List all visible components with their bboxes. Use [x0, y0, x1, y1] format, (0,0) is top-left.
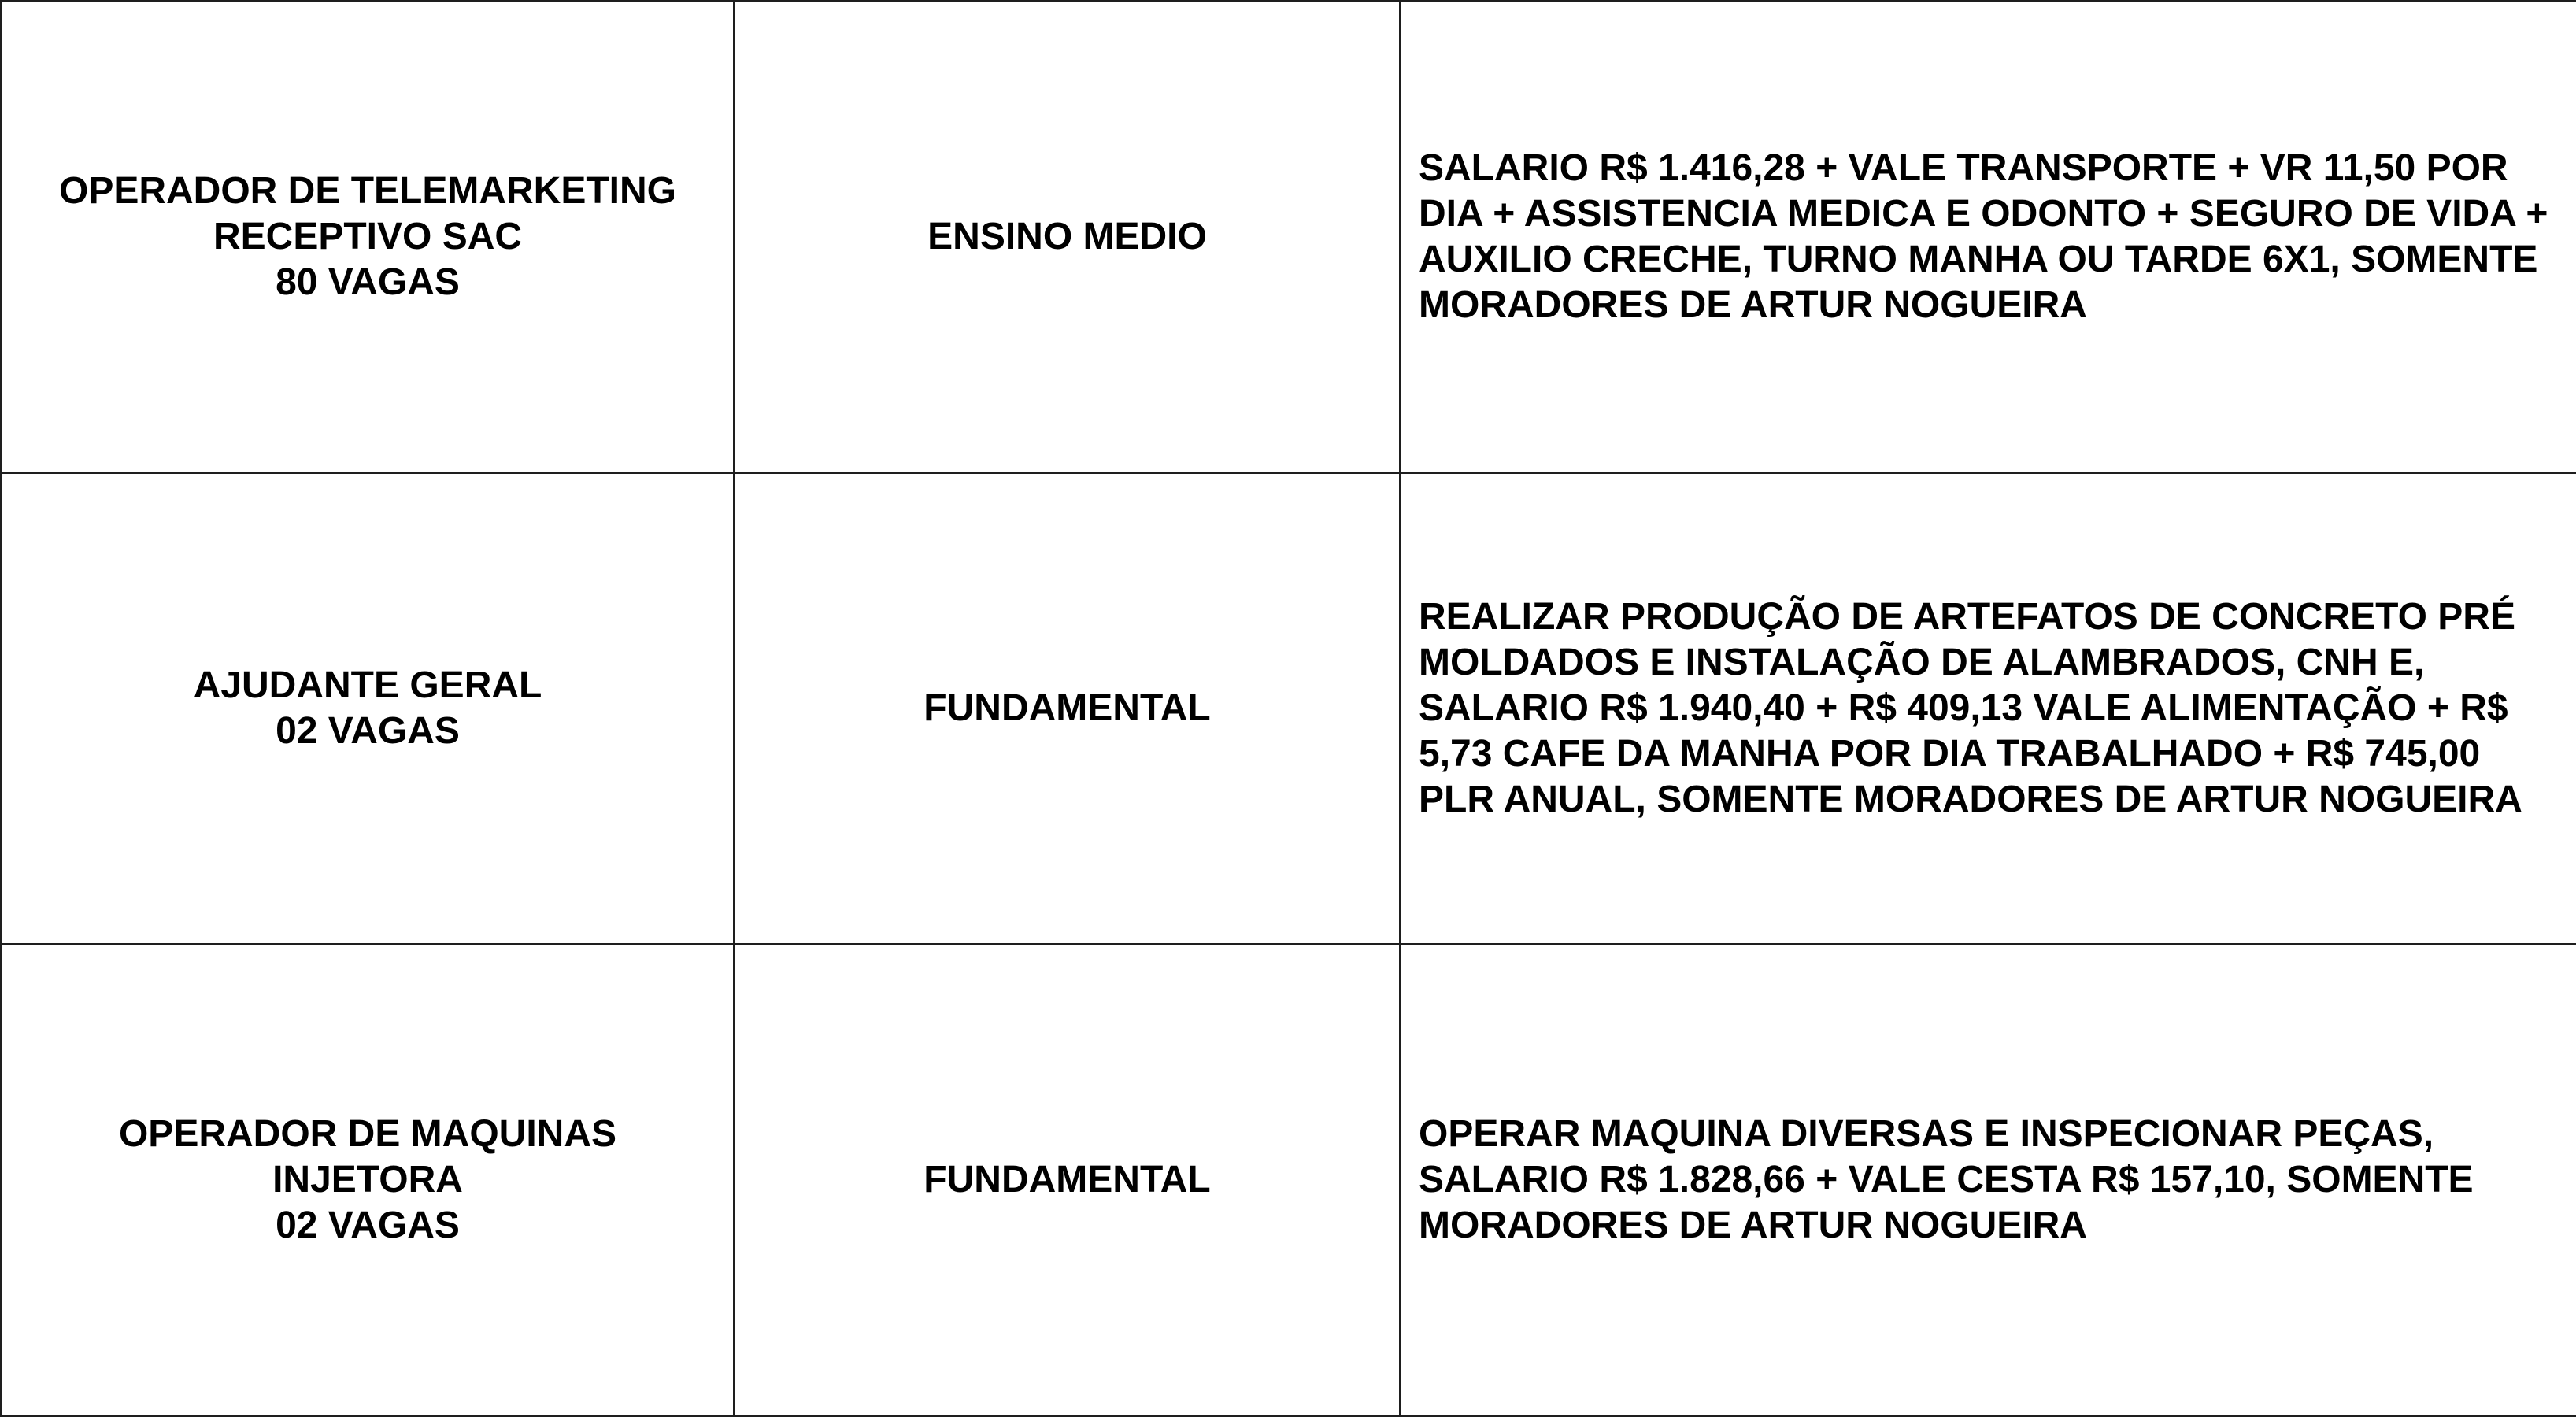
job-title-cell [2, 473, 735, 945]
education-level: FUNDAMENTAL [923, 1159, 1210, 1201]
job-title-cell [2, 945, 735, 1416]
education-level: FUNDAMENTAL [923, 687, 1210, 729]
job-description: SALARIO R$ 1.416,28 + VALE TRANSPORTE + VR 11,50 POR DIA + ASSISTENCIA MEDICA E ODONTO + SEGURO DE VIDA + AUXILIO CRECHE, TURNO MANHA OU TARDE 6X1, SOMENTE MORADORES DE ARTUR NOGUEIRA [1419, 146, 2565, 328]
education-cell [735, 473, 1401, 945]
education-level: ENSINO MEDIO [927, 216, 1207, 257]
description-cell [1401, 473, 2576, 945]
job-title-line: INJETORA [2, 1157, 733, 1203]
table-row [2, 473, 2576, 945]
job-title-line: OPERADOR DE MAQUINAS [2, 1112, 733, 1157]
description-cell [1401, 2, 2576, 473]
education-cell [735, 2, 1401, 473]
job-title-line: RECEPTIVO SAC [2, 214, 733, 260]
job-description: OPERAR MAQUINA DIVERSAS E INSPECIONAR PEÇAS, SALARIO R$ 1.828,66 + VALE CESTA R$ 157,10, SOMENTE MORADORES DE ARTUR NOGUEIRA [1419, 1112, 2565, 1249]
job-title-cell [2, 2, 735, 473]
job-title-line: OPERADOR DE TELEMARKETING [2, 168, 733, 214]
description-cell [1401, 945, 2576, 1416]
job-description: REALIZAR PRODUÇÃO DE ARTEFATOS DE CONCRETO PRÉ MOLDADOS E INSTALAÇÃO DE ALAMBRADOS, CNH E, SALARIO R$ 1.940,40 + R$ 409,13 VALE ALIMENTAÇÃO + R$ 5,73 CAFE DA MANHA POR DIA TRABALHADO + R$ 745,00 PLR ANUAL, SOMENTE MORADORES DE ARTUR NOGUEIRA [1419, 594, 2565, 823]
table-row [2, 945, 2576, 1416]
job-vacancies: 80 VAGAS [2, 260, 733, 305]
job-title-line: AJUDANTE GERAL [2, 663, 733, 708]
job-vacancies: 02 VAGAS [2, 1203, 733, 1249]
table-row [2, 2, 2576, 473]
education-cell [735, 945, 1401, 1416]
job-vacancies: 02 VAGAS [2, 708, 733, 754]
